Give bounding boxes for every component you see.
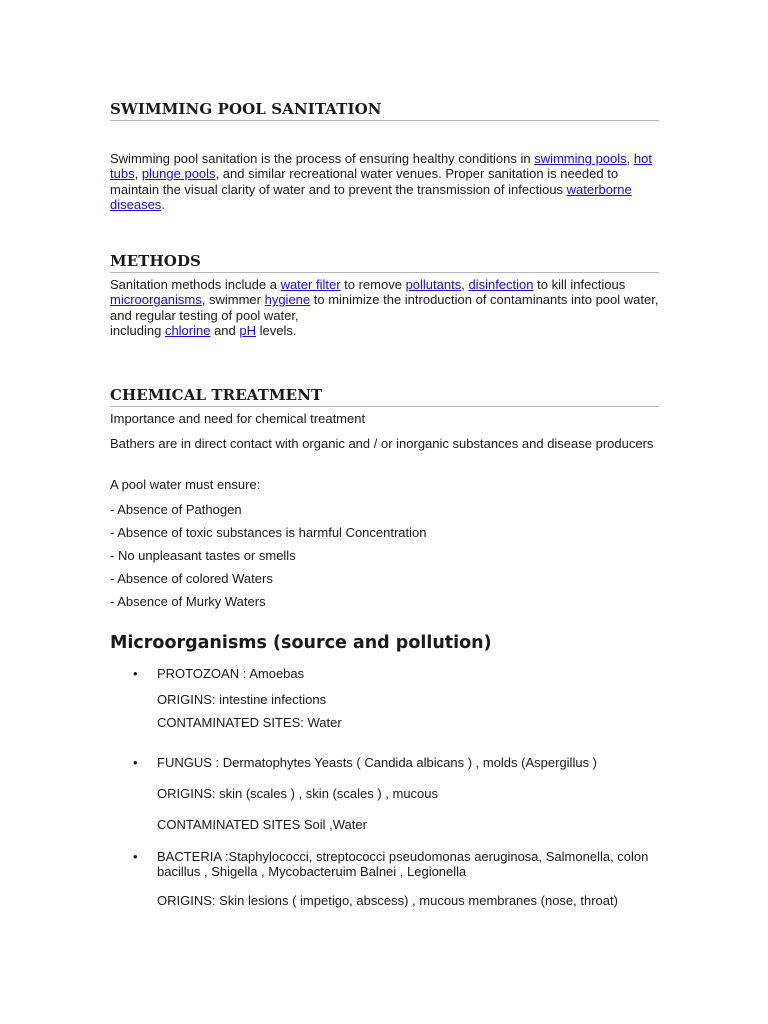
intro-paragraph	[110, 151, 659, 212]
text-span: Sanitation methods include a	[110, 277, 281, 292]
ensure-item: - Absence of toxic substances is harmful Concentration	[110, 525, 427, 540]
text-span: ,	[626, 151, 634, 166]
bullet-icon: •	[133, 849, 138, 864]
link-plunge-pools[interactable]: plunge pools	[141, 166, 216, 182]
link-waterborne-diseases[interactable]: waterborne diseases	[110, 181, 632, 212]
link-swimming-pools[interactable]: swimming pools	[534, 151, 627, 166]
protozoan-origins: ORIGINS: intestine infections	[157, 692, 327, 707]
fungus-sites: CONTAMINATED SITES Soil ,Water	[157, 817, 367, 832]
fungus-origins: ORIGINS: skin (scales ) , skin (scales ) , mucous	[157, 786, 439, 801]
text-span: .	[161, 196, 165, 212]
text-span: , swimmer	[201, 292, 265, 308]
text-span: including	[110, 322, 165, 338]
ensure-item: - Absence of colored Waters	[110, 571, 273, 586]
heading-chemical-treatment: CHEMICAL TREATMENT	[110, 386, 659, 407]
bullet-icon: •	[133, 666, 138, 681]
protozoan-sites: CONTAMINATED SITES: Water	[157, 715, 342, 730]
bathers-paragraph: Bathers are in direct contact with organic and / or inorganic substances and disease producers	[110, 436, 654, 451]
link-microorganisms[interactable]: microorganisms	[110, 292, 202, 308]
ensure-item: - Absence of Pathogen	[110, 502, 242, 517]
link-chlorine[interactable]: chlorine	[164, 322, 211, 338]
fungus-title: FUNGUS : Dermatophytes Yeasts ( Candida albicans ) , molds (Aspergillus )	[157, 755, 598, 770]
ensure-item: - Absence of Murky Waters	[110, 594, 266, 609]
text-span: and	[210, 322, 240, 338]
text-span: levels.	[256, 322, 297, 338]
link-hygiene[interactable]: hygiene	[264, 292, 311, 308]
link-disinfection[interactable]: disinfection	[468, 277, 534, 292]
text-span: ,	[461, 277, 469, 292]
text-span: to kill infectious	[533, 277, 626, 292]
ensure-item: - No unpleasant tastes or smells	[110, 548, 296, 563]
heading-swimming-pool-sanitation: SWIMMING POOL SANITATION	[110, 100, 659, 121]
chemical-intro-line: Importance and need for chemical treatment	[110, 411, 366, 426]
heading-microorganisms: Microorganisms (source and pollution)	[110, 633, 492, 653]
link-ph[interactable]: pH	[239, 322, 257, 338]
pool-water-must-ensure: A pool water must ensure:	[110, 477, 261, 492]
methods-paragraph	[110, 277, 659, 338]
text-span: Swimming pool sanitation is the process of ensuring healthy conditions in	[110, 151, 535, 166]
link-pollutants[interactable]: pollutants	[405, 277, 462, 292]
bullet-icon: •	[133, 755, 138, 770]
bacteria-title: BACTERIA :Staphylococci, streptococci pseudomonas aeruginosa, Salmonella, colon bacillus , Shigella , Mycobacteruim Balnei , Legionella	[157, 849, 649, 880]
protozoan-title: PROTOZOAN : Amoebas	[157, 666, 305, 681]
link-hot-tubs[interactable]: hot tubs	[110, 151, 652, 182]
text-span: to minimize the introduction of contaminants into pool water, and regular testing of pool water,	[110, 292, 659, 323]
text-span: , and similar recreational water venues. Proper sanitation is needed to maintain the visual clarity of water and to prevent the transmission of infectious	[110, 166, 619, 197]
text-span: to remove	[340, 277, 406, 292]
link-water-filter[interactable]: water filter	[280, 277, 341, 292]
bacteria-origins: ORIGINS: Skin lesions ( impetigo, abscess) , mucous membranes (nose, throat)	[157, 893, 618, 908]
heading-methods: METHODS	[110, 252, 659, 273]
text-span: ,	[134, 166, 142, 182]
